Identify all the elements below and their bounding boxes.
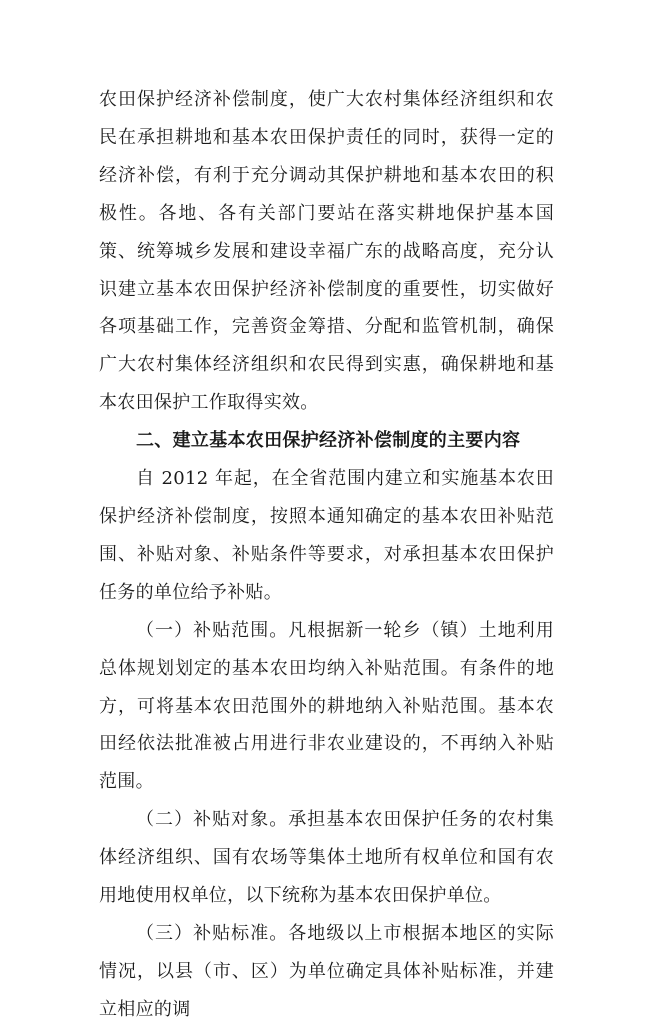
paragraph-intro-continuation: 农田保护经济补偿制度，使广大农村集体经济组织和农民在承担耕地和基本农田保护责任的同时，获得一定的经济补偿，有利于充分调动其保护耕地和基本农田的积极性。各地、各有关部门要站在落实耕地保护基本国策、统筹城乡发展和建设幸福广东的战略高度，充分认识建立基本农田保护经济补偿制度的重要性，切实做好各项基础工作，完善资金筹措、分配和监管机制，确保广大农村集体经济组织和农民得到实惠，确保耕地和基本农田保护工作取得实效。 [99,89,554,414]
paragraph-subsidy-scope: （一）补贴范围。凡根据新一轮乡（镇）土地利用总体规划划定的基本农田均纳入补贴范围。有条件的地方，可将基本农田范围外的耕地纳入补贴范围。基本农田经依法批准被占用进行非农业建设的，不再纳入补贴范围。 [99,619,554,793]
paragraph-subsidy-standard: （三）补贴标准。各地级以上市根据本地区的实际情况，以县（市、区）为单位确定具体补贴标准，并建立相应的调 [99,922,554,1020]
document-body [99,81,554,1029]
paragraph-subsidy-recipients: （二）补贴对象。承担基本农田保护任务的农村集体经济组织、国有农场等集体土地所有权单位和国有农用地使用权单位，以下统称为基本农田保护单位。 [99,809,554,907]
section-heading-main-content: 二、建立基本农田保护经济补偿制度的主要内容 [136,430,521,452]
paragraph-implementation: 自 2012 年起，在全省范围内建立和实施基本农田保护经济补偿制度，按照本通知确定的基本农田补贴范围、补贴对象、补贴条件等要求，对承担基本农田保护任务的单位给予补贴。 [99,468,554,603]
